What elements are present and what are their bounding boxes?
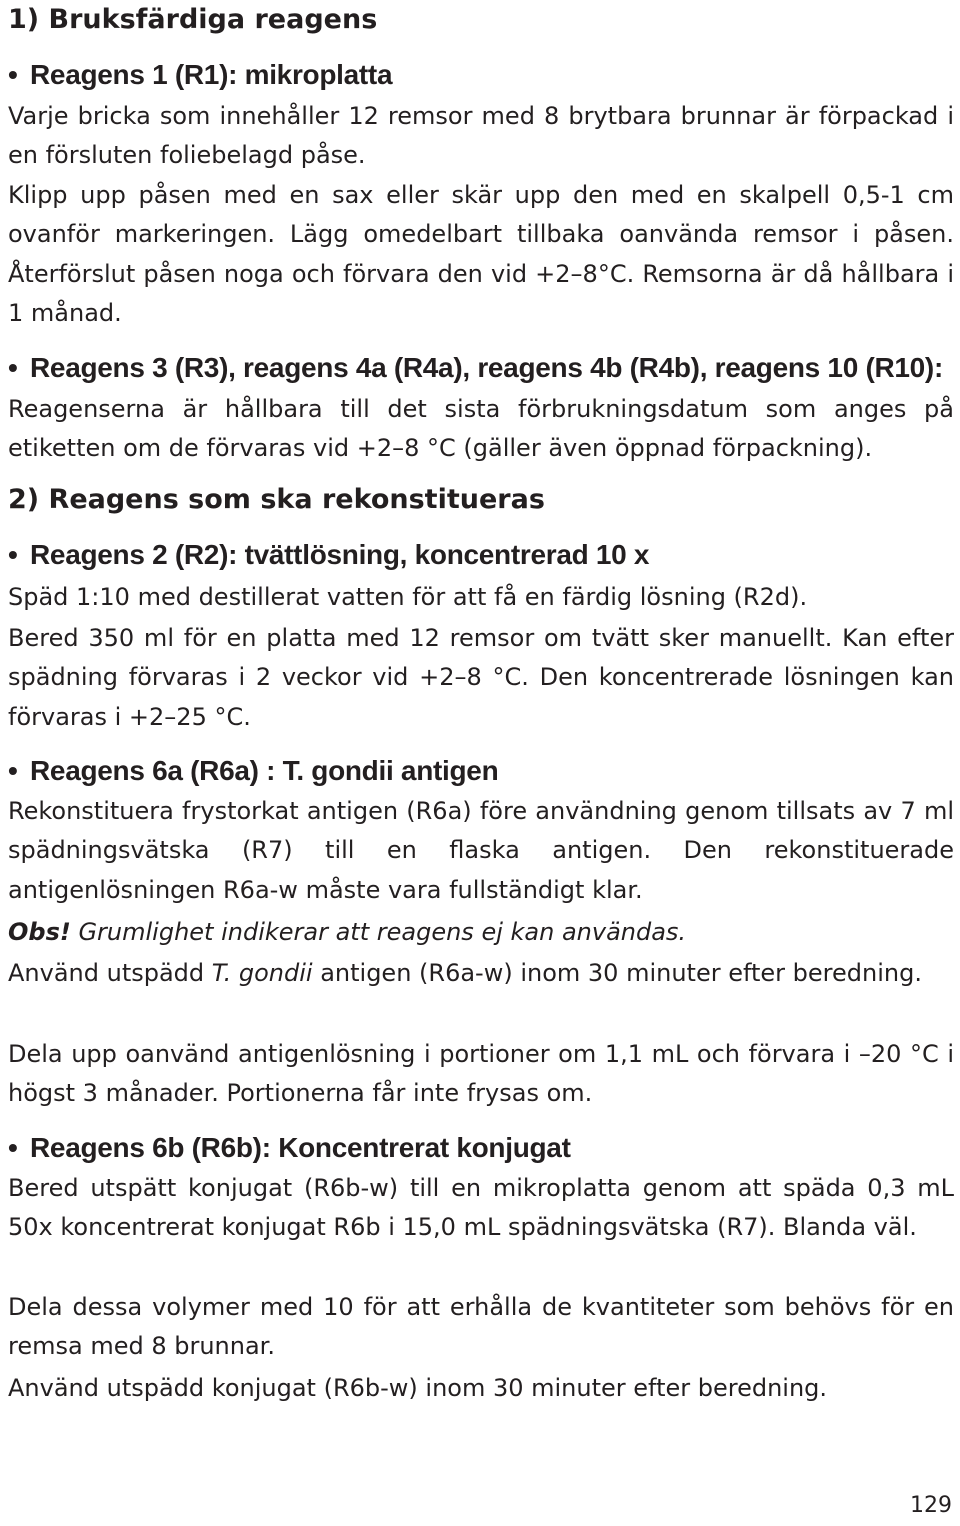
paragraph-r6a-aliquot: Dela upp oanvänd antigenlösning i portioner om 1,1 mL och förvara i –20 °C i högst 3 månader. Portionerna får inte frysas om. [8,1040,954,1108]
heading-text: Reagens 6b (R6b): Koncentrerat konjugat [30,1132,571,1163]
paragraph-r6b-preparation: Bered utspätt konjugat (R6b-w) till en mikroplatta genom att späda 0,3 mL 50x koncentrerat konjugat R6b i 15,0 mL spädningsvätska (R7). Blanda väl. [8,1174,954,1242]
heading-reagent-r6b [8,1128,571,1168]
usage-text-end: antigen (R6a-w) inom 30 minuter efter beredning. [312,959,922,987]
paragraph-r3-storage: Reagenserna är hållbara till det sista förbrukningsdatum som anges på etiketten om de förvaras vid +2–8 °C (gäller även öppnad förpackning). [8,395,954,463]
organism-name: T. gondii [211,959,313,987]
heading-text: Reagens 1 (R1): mikroplatta [30,59,393,90]
paragraph-r1-packaging: Varje bricka som innehåller 12 remsor med 8 brytbara brunnar är förpackad i en försluten foliebelagd påse. [8,102,954,170]
heading-text: Reagens 2 (R2): tvättlösning, koncentrerad 10 x [30,539,650,570]
note-text: Grumlighet indikerar att reagens ej kan användas. [70,918,687,946]
heading-reagent-r6a [8,751,498,791]
page-number: 129 [910,1493,952,1518]
bullet: • [8,352,18,383]
usage-text-start: Använd utspädd [8,959,212,987]
paragraph-r6a-usage [8,954,954,993]
bullet: • [8,755,18,786]
paragraph-r2-dilution: Späd 1:10 med destillerat vatten för att få en färdig lösning (R2d). [8,583,808,611]
paragraph-r6a-note [8,913,954,952]
note-label: Obs! [8,918,71,946]
paragraph-r2-storage: Bered 350 ml för en platta med 12 remsor om tvätt sker manuellt. Kan efter spädning förvaras i 2 veckor vid +2–8 °C. Den koncentrerade lösningen kan förvaras i +2–25 °C. [8,624,954,731]
paragraph-r1-storage: Klipp upp påsen med en sax eller skär upp den med en skalpell 0,5-1 cm ovanför markeringen. Lägg omedelbart tillbaka oanvända remsor i påsen. Återförslut påsen noga och förvara den vid +2–8°C. Remsorna är då hållbara i 1 månad. [8,181,954,327]
bullet: • [8,539,18,570]
section-title-reconstitute: 2) Reagens som ska rekonstitueras [8,484,545,515]
paragraph-r6a-reconstitution: Rekonstituera frystorkat antigen (R6a) före användning genom tillsats av 7 ml spädningsvätska (R7) till en flaska antigen. Den rekonstituerade antigenlösningen R6a-w måste vara fullständigt klar. [8,797,954,904]
heading-reagents-r3-r10 [8,348,943,388]
bullet: • [8,1132,18,1163]
section-title-ready-reagents: 1) Bruksfärdiga reagens [8,4,378,35]
heading-reagent-r1 [8,55,392,95]
bullet: • [8,59,18,90]
paragraph-r6b-division: Dela dessa volymer med 10 för att erhålla de kvantiteter som behövs för en remsa med 8 brunnar. [8,1293,954,1361]
heading-text: Reagens 3 (R3), reagens 4a (R4a), reagens 4b (R4b), reagens 10 (R10): [30,352,943,383]
heading-text: Reagens 6a (R6a) : T. gondii antigen [30,755,499,786]
heading-reagent-r2 [8,535,649,575]
paragraph-r6b-usage: Använd utspädd konjugat (R6b-w) inom 30 minuter efter beredning. [8,1374,828,1402]
